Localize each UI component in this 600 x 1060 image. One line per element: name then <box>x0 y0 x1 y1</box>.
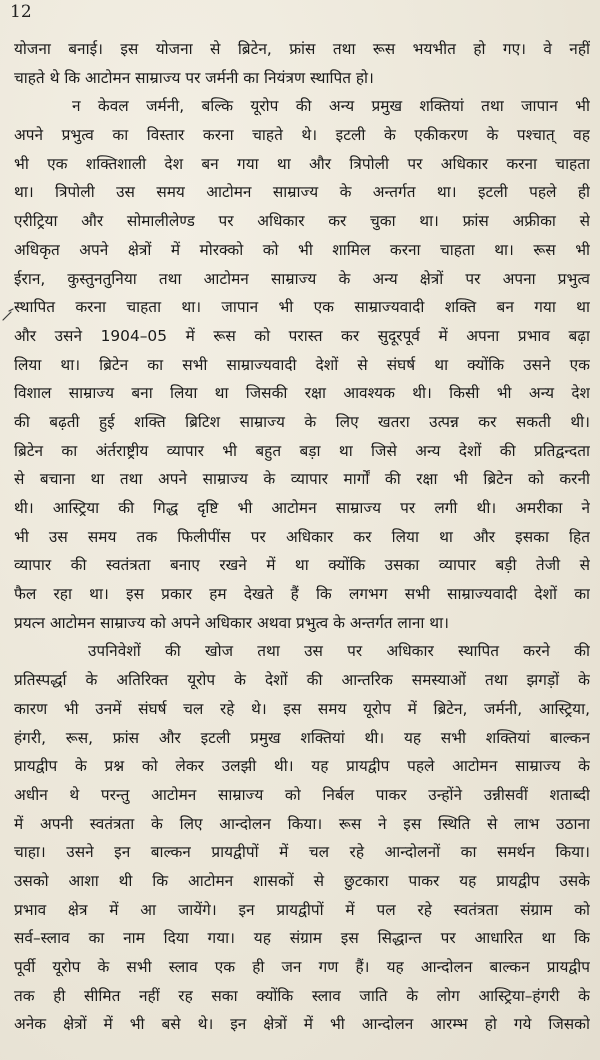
text-line: भी एक शक्तिशाली देश बन गया था और त्रिपोली पर अधिकार करना चाहता <box>14 154 590 173</box>
text-line: और उसने 1904–05 में रूस को परास्त कर सुदूरपूर्व में अपना प्रभाव बढ़ा <box>14 326 590 345</box>
text-line: अनेक क्षेत्रों में भी बसे थे। इन क्षेत्रों में भी आन्दोलन आरम्भ हो गये जिसको <box>14 1015 590 1034</box>
text-line: प्रतिस्पर्द्धा के अतिरिक्त यूरोप के देशों की आन्तरिक समस्याओं तथा झगड़ों के <box>14 671 590 690</box>
text-line: प्रायद्वीप के प्रश्न को लेकर उलझी थी। यह प्रायद्वीप पहले आटोमन साम्राज्य के <box>14 757 590 776</box>
text-line: था। त्रिपोली उस समय आटोमन साम्राज्य के अन्तर्गत था। इटली पहले ही <box>14 183 590 202</box>
text-line: कारण भी उनमें संघर्ष चल रहे थे। इस समय यूरोप में ब्रिटेन, जर्मनी, आस्ट्रिया, <box>14 699 590 718</box>
text-line: योजना बनाई। इस योजना से ब्रिटेन, फ्रांस तथा रूस भयभीत हो गए। वे नहीं <box>14 40 590 58</box>
text-line: में अपनी स्वतंत्रता के लिए आन्दोलन किया। रूस ने इस स्थिति से लाभ उठाना <box>14 814 590 833</box>
text-line: हंगरी, रूस, फ्रांस और इटली प्रमुख शक्तियां थी। यह सभी शक्तियां बाल्कन <box>14 728 590 747</box>
text-line: थी। आस्ट्रिया की गिद्ध दृष्टि भी आटोमन साम्राज्य पर लगी थी। अमरीका ने <box>14 499 590 517</box>
text-line: एरीट्रिया और सोमालीलेण्ड पर अधिकार कर चुका था। फ्रांस अफ्रीका से <box>14 212 590 231</box>
text-line: उसको आशा थी कि आटोमन शासकों से छुटकारा पाकर यह प्रायद्वीप उसके <box>14 871 590 890</box>
text-line: विशाल साम्राज्य बना लिया था जिसकी रक्षा आवश्यक थी। किसी भी अन्य देश <box>14 384 590 403</box>
text-line: की बढ़ती हुई शक्ति ब्रिटिश साम्राज्य के लिए खतरा उत्पन्न कर सकती थी। <box>14 412 590 431</box>
text-line: स्थापित करना चाहता था। जापान भी एक साम्राज्यवादी शक्ति बन गया था <box>14 298 590 317</box>
text-line: चाहते थे कि आटोमन साम्राज्य पर जर्मनी का नियंत्रण स्थापित हो। <box>14 68 374 87</box>
text-line: उपनिवेशों की खोज तथा उस पर अधिकार स्थापित करने की <box>88 642 590 661</box>
text-line: भी उस समय तक फिलीपींस पर अधिकार कर लिया था और इसका हित <box>14 527 590 546</box>
text-line: पूर्वी यूरोप के सभी स्लाव एक ही जन गण हैं। यह आन्दोलन बाल्कन प्रायद्वीप <box>14 958 590 976</box>
text-line: व्यापार की स्वतंत्रता बनाए रखने में था क्योंकि उसका व्यापार बड़ी तेजी से <box>14 556 590 575</box>
text-line: फैल रहा था। इस प्रकार हम देखते हैं कि लगभग सभी साम्राज्यवादी देशों का <box>14 585 590 604</box>
text-line: ब्रिटेन का अंर्तराष्ट्रीय व्यापार भी बहुत बड़ा था जिसे अन्य देशों की प्रतिद्वन्दता <box>14 441 590 460</box>
page-number: 12 <box>10 2 32 22</box>
text-line: अधिकृत अपने क्षेत्रों में मोरक्को को भी शामिल करना चाहता था। रूस भी <box>14 240 590 259</box>
text-line: प्रभाव क्षेत्र में आ जायेंगे। इन प्रायद्वीपों में पल रहे स्वतंत्रता संग्राम को <box>14 900 590 919</box>
text-line: लिया था। ब्रिटेन का सभी साम्राज्यवादी देशों से संघर्ष था क्योंकि उसने एक <box>14 355 590 374</box>
text-line: ईरान, कुस्तुनतुनिया तथा आटोमन साम्राज्य के अन्य क्षेत्रों पर अपना प्रभुत्व <box>14 269 590 288</box>
text-line: सर्व–स्लाव का नाम दिया गया। यह संग्राम इस सिद्धान्त पर आधारित था कि <box>14 929 590 948</box>
text-line: अधीन थे परन्तु आटोमन साम्राज्य को निर्बल पाकर उन्होंने उन्नीसवीं शताब्दी <box>14 785 590 804</box>
text-line: चाहा। उसने इन बाल्कन प्रायद्वीपों में चल रहे आन्दोलनों का समर्थन किया। <box>14 843 590 862</box>
text-line: न केवल जर्मनी, बल्कि यूरोप की अन्य प्रमुख शक्तियां तथा जापान भी <box>72 97 590 116</box>
text-line: प्रयत्न आटोमन साम्राज्य को अपने अधिकार अथवा प्रभुत्व के अन्तर्गत लाना था। <box>14 613 449 632</box>
text-line: अपने प्रभुत्व का विस्तार करना चाहते थे। इटली के एकीकरण के पश्चात् वह <box>14 126 590 145</box>
text-line: से बचाना था तथा अपने साम्राज्य के व्यापार मार्गों की रक्षा भी ब्रिटेन को करनी <box>14 470 590 489</box>
body-text <box>14 35 590 1039</box>
text-line: तक ही सीमित नहीं रह सका क्योंकि स्लाव जाति के लोग आस्ट्रिया–हंगरी के <box>14 986 590 1005</box>
